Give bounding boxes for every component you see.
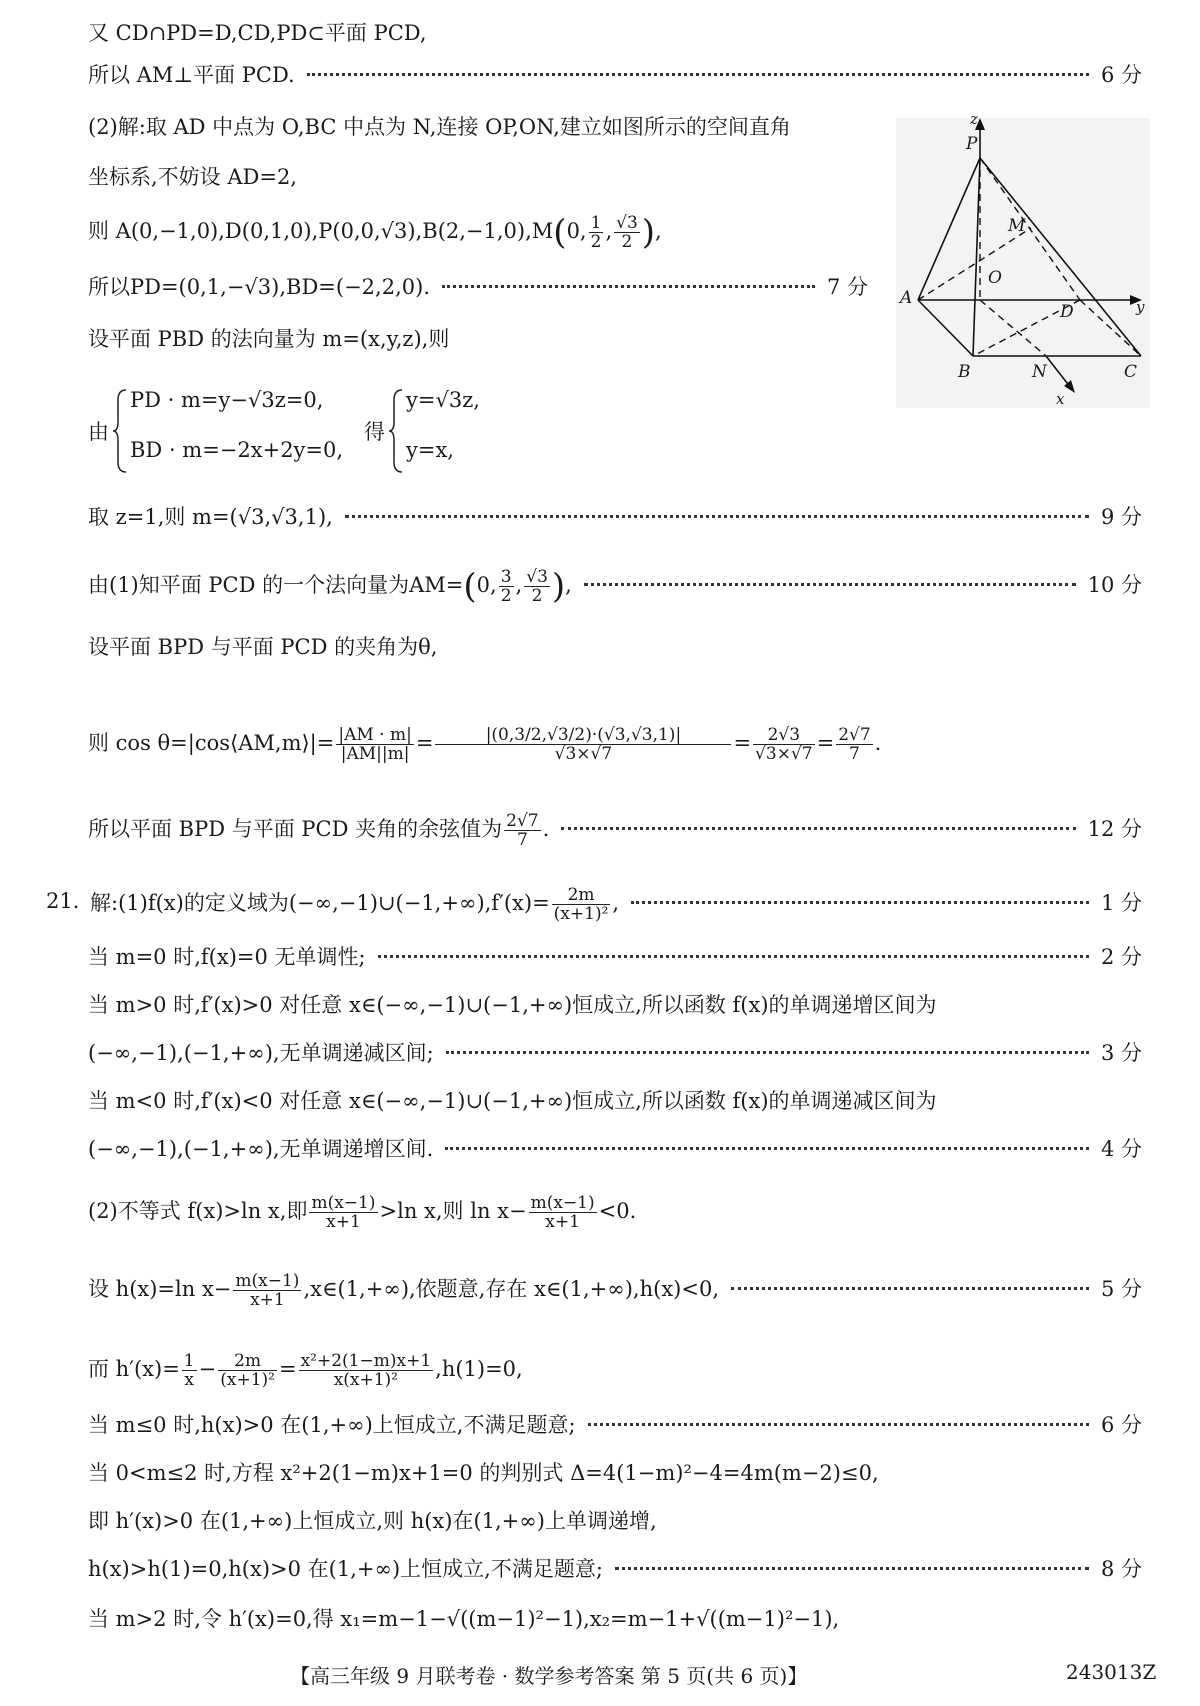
equation-system: 由 PD · m=y−√3z=0, BD · m=−2x+2y=0, 得 y=√3z, y=x, [88, 388, 608, 478]
text-line: 设平面 PBD 的法向量为 m=(x,y,z),则 [88, 327, 450, 351]
scored-line [88, 1272, 1142, 1309]
pyramid-figure [896, 110, 1150, 408]
fraction: $\frac{1}{x}$ [183, 1351, 195, 1390]
scored-line [88, 502, 1142, 532]
text-line: 当 0<m≤2 时,方程 x²+2(1−m)x+1=0 的判别式 Δ=4(1−m)²−4=4m(m−2)≤0, [88, 1461, 879, 1485]
score: 7 分 [826, 275, 868, 299]
scored-line [88, 272, 868, 302]
leader-dots [615, 1567, 1089, 1570]
leader-dots [584, 583, 1076, 586]
fraction: $\frac{\text{x²+2(1−m)x+1}}{\text{x(x+1)²}}$ [300, 1351, 432, 1390]
line-text: 设 h(x)=ln x− $\frac{m(x-1)}{x+1}$ ,x∈(1,+∞),依题意,存在 x∈(1,+∞),h(x)<0, [88, 1271, 719, 1310]
line-text: 解:(1)f(x)的定义域为(−∞,−1)∪(−1,+∞),f′(x)= $\frac{2m}{\text{(x+1)²}}$ , [90, 885, 620, 924]
scored-line [88, 60, 1142, 90]
score: 6 分 [1100, 63, 1142, 87]
line-text: 当 m≤0 时,h(x)>0 在(1,+∞)上恒成立,不满足题意; [88, 1413, 576, 1437]
line-text: (−∞,−1),(−1,+∞),无单调递增区间. [88, 1137, 434, 1161]
line-text: h(x)>h(1)=0,h(x)>0 在(1,+∞)上恒成立,不满足题意; [88, 1557, 603, 1581]
scored-line [88, 1038, 1142, 1068]
leader-dots [631, 901, 1089, 904]
leader-dots [561, 827, 1075, 830]
text-line: 即 h′(x)>0 在(1,+∞)上恒成立,则 h(x)在(1,+∞)上单调递增, [88, 1509, 657, 1533]
document-code: 243013Z [1066, 1660, 1157, 1684]
line-text: 由(1)知平面 PCD 的一个法向量为AM=(0, $\frac{3}{2}$ , $\frac{√3}{2}$ ), [88, 566, 572, 607]
scored-line [88, 1134, 1142, 1164]
text-line: 当 m>0 时,f′(x)>0 对任意 x∈(−∞,−1)∪(−1,+∞)恒成立,所以函数 f(x)的单调递增区间为 [88, 993, 937, 1017]
fraction: $\frac{2m}{\text{(x+1)²}}$ [220, 1351, 275, 1390]
fraction: $\frac{1}{2}$ [590, 213, 602, 252]
inequality-line: (2)不等式 f(x)>ln x,即 $\frac{m(x-1)}{x+1}$ >ln x,则 ln x− $\frac{m(x-1)}{x+1}$ <0. [88, 1193, 637, 1232]
leader-dots [307, 73, 1089, 76]
cosine-formula: 则 cos θ=|cos⟨AM,m⟩|= $\frac{|AM \cdot m|}{|AM||m|}$ = $\frac{|(0,3/2,√3/2)\cdot(√3,√3,1)|}{√3\times√7}$ = $\frac{2√3}{√3\times√7}$ = $\frac{2√7}{7}$ . [88, 725, 882, 764]
score: 6 分 [1100, 1413, 1142, 1437]
score: 5 分 [1100, 1277, 1142, 1301]
pyramid-diagram [896, 118, 1150, 408]
leader-dots [442, 285, 815, 288]
left-brace-icon [388, 388, 404, 474]
fraction: $\frac{√3}{2}$ [616, 213, 638, 252]
leader-dots [446, 1051, 1089, 1054]
fraction: $\frac{2√7}{7}$ [838, 725, 871, 764]
fraction: $\frac{√3}{2}$ [526, 567, 548, 606]
leader-dots [378, 955, 1089, 958]
text-line: 坐标系,不妨设 AD=2, [88, 165, 297, 189]
derivative-line: 而 h′(x)= $\frac{1}{x}$ − $\frac{2m}{\text{(x+1)²}}$ = $\frac{\text{x²+2(1−m)x+1}}{\text{x(x+1)²}}$ ,h(1)=0, [88, 1351, 523, 1390]
fraction: $\frac{m(x-1)}{x+1}$ [311, 1193, 376, 1232]
label-z: z [970, 110, 978, 128]
fraction: $\frac{2√3}{√3\times√7}$ [755, 725, 813, 764]
label-a: A [900, 288, 913, 308]
fraction: $\frac{m(x-1)}{x+1}$ [235, 1271, 300, 1310]
line-text: 所以平面 BPD 与平面 PCD 夹角的余弦值为 $\frac{2√7}{7}$ . [88, 811, 550, 850]
label-b: B [958, 362, 971, 382]
label-m: M [1008, 216, 1026, 236]
scored-line [88, 812, 1142, 849]
score: 10 分 [1087, 573, 1142, 597]
score: 12 分 [1087, 817, 1142, 841]
text-line: 当 m<0 时,f′(x)<0 对任意 x∈(−∞,−1)∪(−1,+∞)恒成立,所以函数 f(x)的单调递减区间为 [88, 1089, 937, 1113]
leader-dots [445, 1147, 1089, 1150]
score: 8 分 [1100, 1557, 1142, 1581]
coordinates-line: 则 A(0,−1,0),D(0,1,0),P(0,0,√3),B(2,−1,0),M(0, $\frac{1}{2}$ , $\frac{√3}{2}$ ), [88, 212, 662, 253]
text-line: 又 CD∩PD=D,CD,PD⊂平面 PCD, [88, 21, 427, 45]
leader-dots [731, 1287, 1089, 1290]
score: 4 分 [1100, 1137, 1142, 1161]
scored-line [88, 942, 1142, 972]
label-p: P [966, 134, 978, 154]
text-line: 设平面 BPD 与平面 PCD 的夹角为θ, [88, 635, 438, 659]
score: 2 分 [1100, 945, 1142, 969]
fraction: $\frac{|AM \cdot m|}{|AM||m|}$ [338, 725, 412, 764]
text-line: 当 m>2 时,令 h′(x)=0,得 x₁=m−1−√((m−1)²−1),x₂=m−1+√((m−1)²−1), [88, 1607, 840, 1631]
fraction: $\frac{2√7}{7}$ [506, 811, 539, 850]
fraction: $\frac{2m}{\text{(x+1)²}}$ [553, 885, 609, 924]
label-d: D [1060, 302, 1074, 322]
line-text: 所以 AM⊥平面 PCD. [88, 63, 295, 87]
score: 3 分 [1100, 1041, 1142, 1065]
left-brace-icon [112, 388, 128, 474]
scored-line [88, 568, 1142, 605]
leader-dots [588, 1423, 1089, 1426]
leader-dots [345, 515, 1089, 518]
question-number: 21. [46, 889, 80, 913]
fraction: $\frac{3}{2}$ [500, 567, 512, 606]
label-x: x [1056, 390, 1065, 408]
score: 1 分 [1100, 891, 1142, 915]
label-c: C [1124, 362, 1138, 382]
scored-line [90, 886, 1142, 923]
text-line: (2)解:取 AD 中点为 O,BC 中点为 N,连接 OP,ON,建立如图所示的空间直角 [88, 115, 791, 139]
line-text: 当 m=0 时,f(x)=0 无单调性; [88, 945, 366, 969]
label-o: O [988, 268, 1002, 288]
fraction: $\frac{m(x-1)}{x+1}$ [530, 1193, 595, 1232]
line-text: 所以PD=(0,1,−√3),BD=(−2,2,0). [88, 275, 430, 299]
label-n: N [1032, 362, 1047, 382]
fraction: $\frac{|(0,3/2,√3/2)\cdot(√3,√3,1)|}{√3\times√7}$ [435, 726, 731, 763]
page-footer: 【高三年级 9 月联考卷 · 数学参考答案 第 5 页(共 6 页)】 [290, 1664, 808, 1688]
label-y: y [1136, 298, 1145, 316]
line-text: 取 z=1,则 m=(√3,√3,1), [88, 505, 333, 529]
score: 9 分 [1100, 505, 1142, 529]
scored-line [88, 1554, 1142, 1584]
scored-line [88, 1410, 1142, 1440]
line-text: (−∞,−1),(−1,+∞),无单调递减区间; [88, 1041, 434, 1065]
